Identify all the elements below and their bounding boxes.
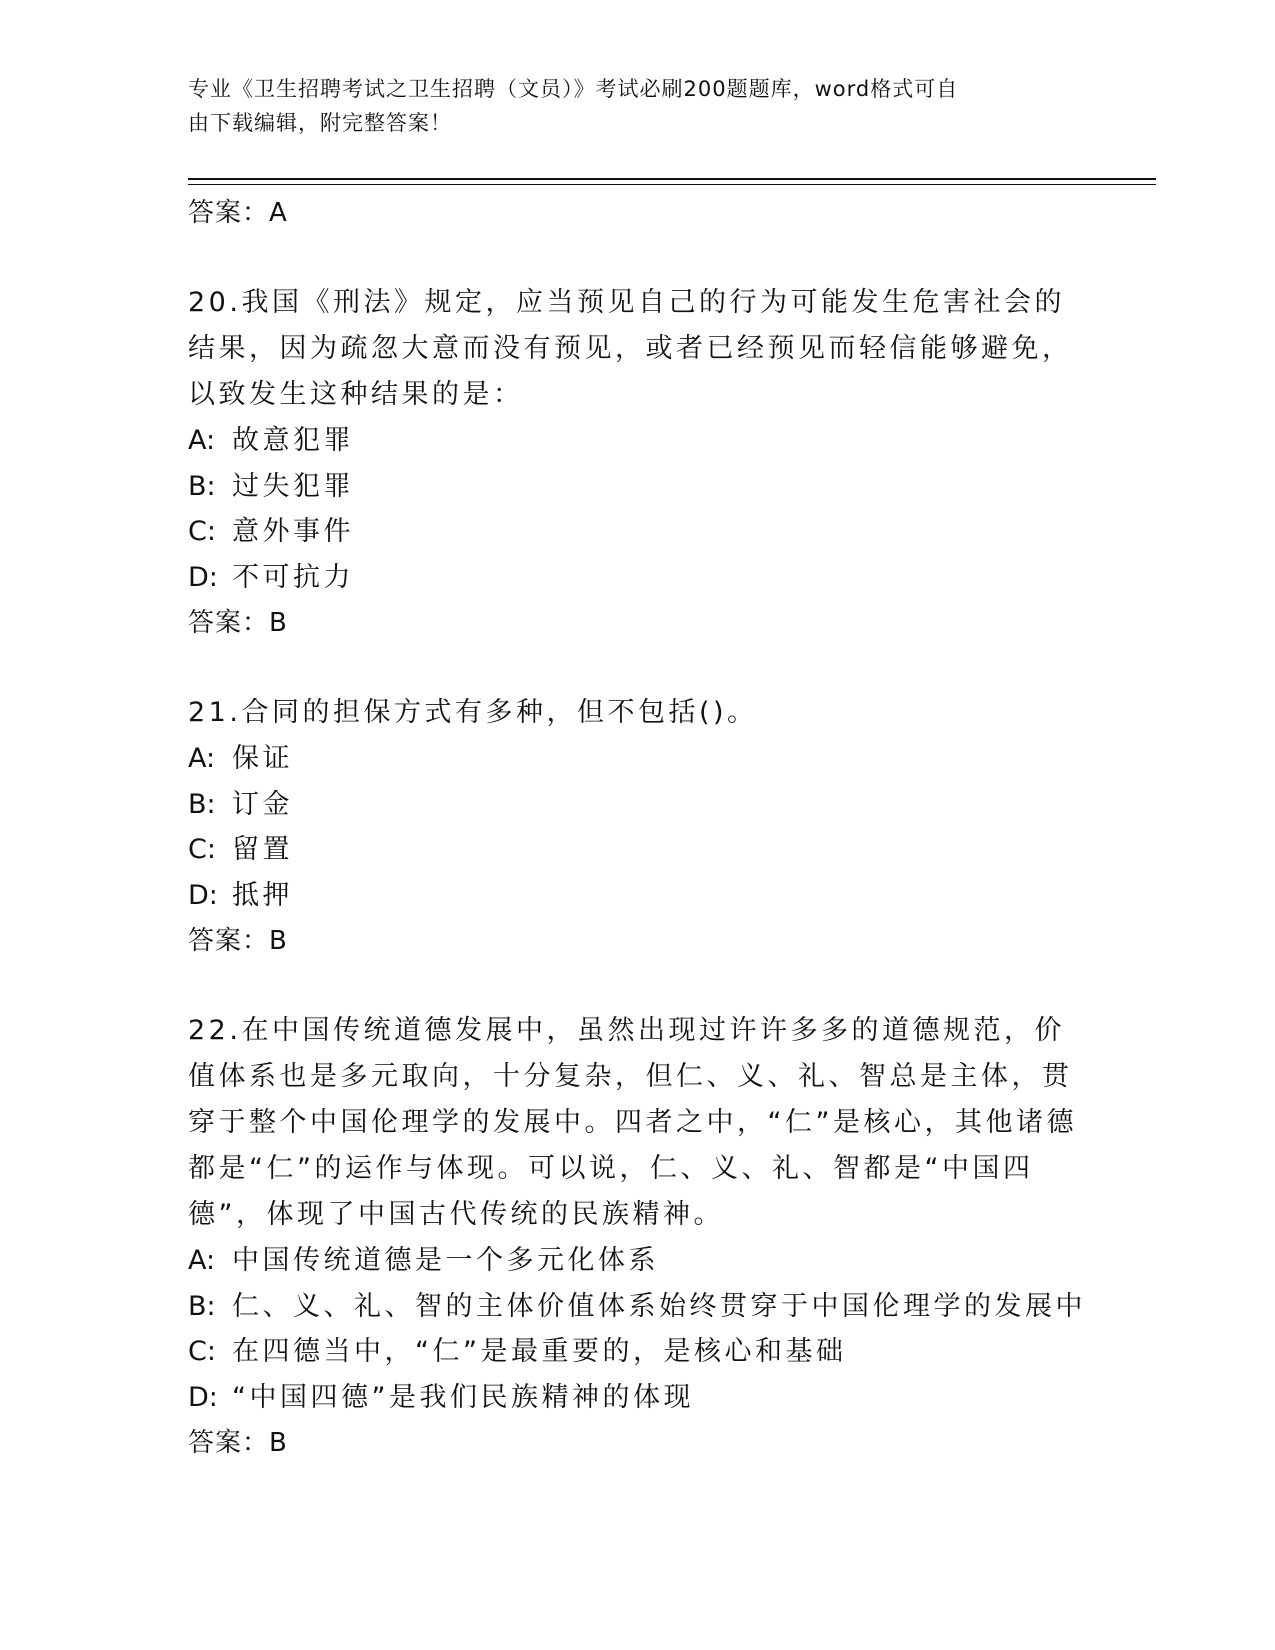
question-block <box>188 280 1088 646</box>
option-text: 中国传统道德是一个多元化体系 <box>232 1245 659 1276</box>
option-key: D: <box>188 1381 218 1413</box>
answer-line: 答案：B <box>188 1428 288 1458</box>
option-text: 意外事件 <box>232 516 354 547</box>
option-text: 订金 <box>232 788 293 820</box>
option-text: “中国四德”是我们民族精神的体现 <box>232 1381 694 1413</box>
answer-line: 答案：B <box>188 608 288 638</box>
header-rule-thick <box>188 178 1156 180</box>
option-c <box>188 509 1088 555</box>
header-line-2: 由下载编辑，附完整答案！ <box>188 111 452 135</box>
option-d <box>188 873 1088 919</box>
option-key: C: <box>188 516 216 547</box>
option-key: B: <box>188 470 216 502</box>
question-text: 20.我国《刑法》规定，应当预见自己的行为可能发生危害社会的结果，因为疏忽大意而没有预见，或者已经预见而轻信能够避免，以致发生这种结果的是： <box>188 287 1073 410</box>
answer-line: 答案：B <box>188 926 288 956</box>
option-c <box>188 827 1088 873</box>
option-text: 仁、义、礼、智的主体价值体系始终贯穿于中国伦理学的发展中 <box>232 1290 1086 1322</box>
option-text: 故意犯罪 <box>232 425 354 456</box>
question-block <box>188 690 1088 964</box>
option-key: C: <box>188 1336 216 1367</box>
option-a <box>188 736 1088 782</box>
option-text: 抵押 <box>232 879 293 911</box>
option-key: D: <box>188 561 218 593</box>
option-key: B: <box>188 1290 216 1322</box>
option-key: A: <box>188 1245 216 1276</box>
question-block <box>188 1008 1088 1466</box>
option-text: 留置 <box>232 834 293 865</box>
option-key: A: <box>188 743 216 774</box>
option-text: 不可抗力 <box>232 561 354 593</box>
previous-answer: 答案：A <box>188 198 288 228</box>
option-b <box>188 782 1088 828</box>
option-d <box>188 1375 1088 1421</box>
option-key: C: <box>188 834 216 865</box>
option-a <box>188 1238 1088 1284</box>
option-b <box>188 1284 1088 1330</box>
option-d <box>188 555 1088 601</box>
option-key: A: <box>188 425 216 456</box>
header-rule-thin <box>188 184 1156 185</box>
option-text: 保证 <box>232 743 293 774</box>
header-line-1: 专业《卫生招聘考试之卫生招聘（文员）》考试必刷200题题库，word格式可自 <box>188 77 959 101</box>
question-list <box>188 190 1088 1466</box>
question-text: 22.在中国传统道德发展中，虽然出现过许许多多的道德规范，价值体系也是多元取向，十分复杂，但仁、义、礼、智总是主体，贯穿于整个中国伦理学的发展中。四者之中，“仁”是核心，其他诸德都是“仁”的运作与体现。可以说，仁、义、礼、智都是“中国四德”，体现了中国古代传统的民族精神。 <box>188 1015 1077 1230</box>
option-key: B: <box>188 788 216 820</box>
option-a <box>188 418 1088 464</box>
option-key: D: <box>188 879 218 911</box>
option-b <box>188 464 1088 510</box>
option-text: 在四德当中，“仁”是最重要的，是核心和基础 <box>232 1336 847 1367</box>
question-text: 21.合同的担保方式有多种，但不包括()。 <box>188 697 758 728</box>
document-header <box>188 72 1068 140</box>
option-c <box>188 1329 1088 1375</box>
option-text: 过失犯罪 <box>232 470 354 502</box>
